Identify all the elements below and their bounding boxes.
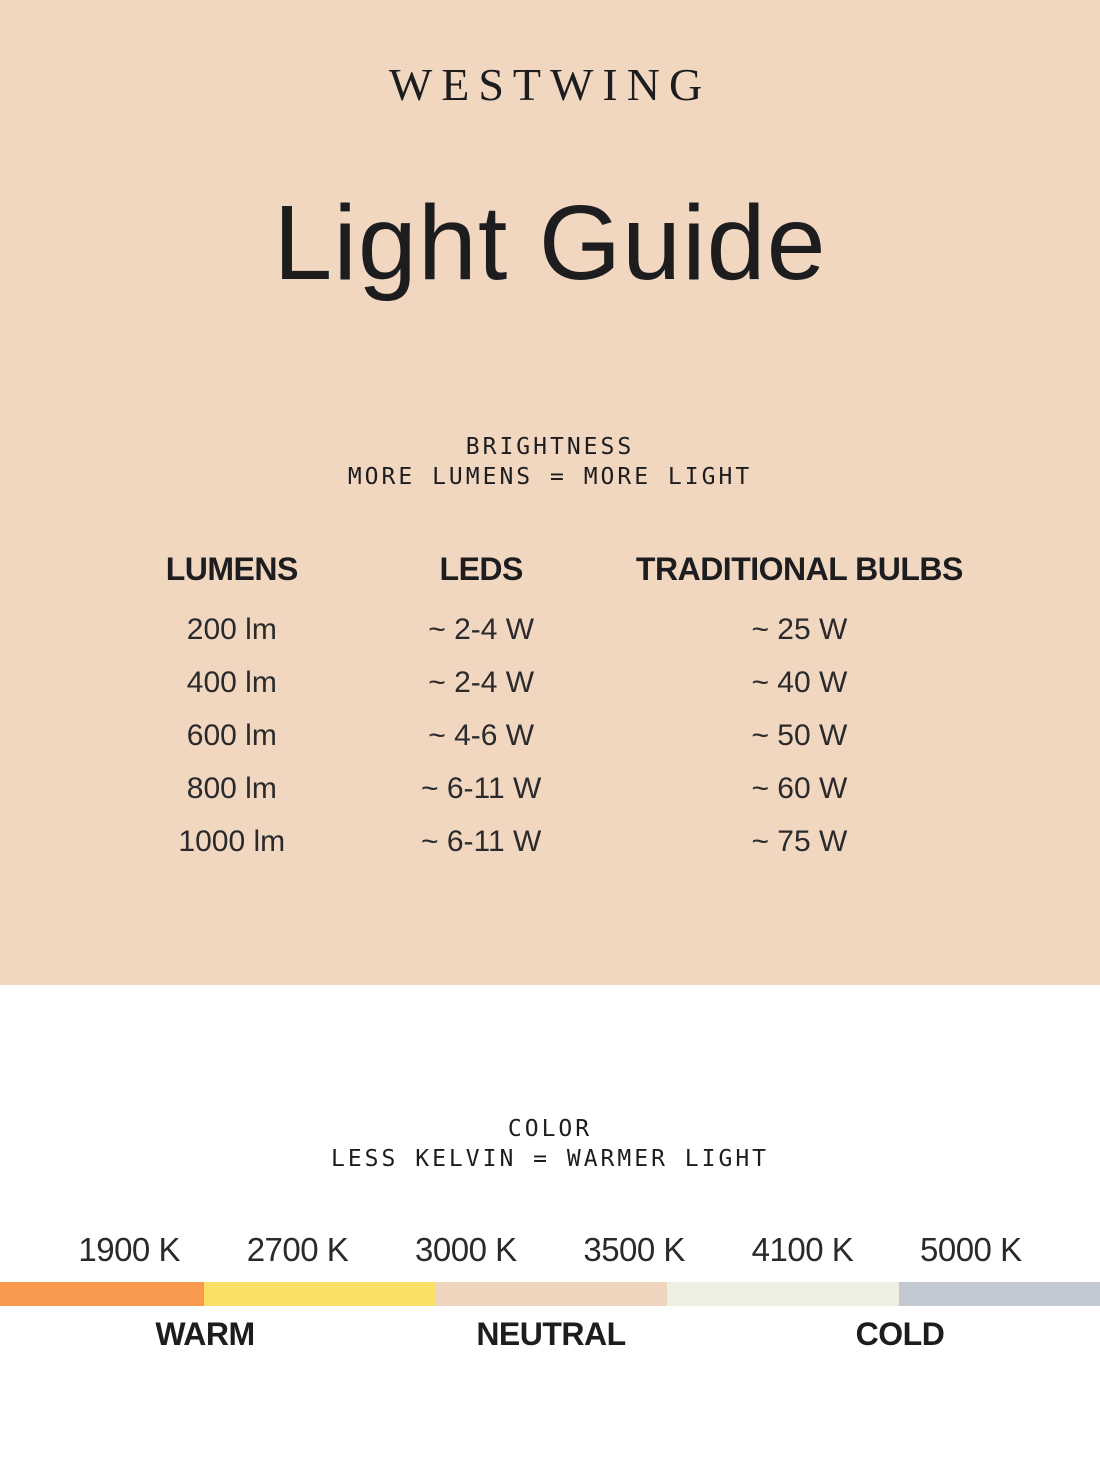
temp-label-warm: WARM — [155, 1316, 255, 1352]
kelvin-labels-row — [0, 1230, 1100, 1270]
bulb-watt-value: ~ 40 W — [751, 666, 848, 699]
led-watt-value: ~ 4-6 W — [428, 719, 535, 752]
led-watt-value: ~ 6-11 W — [421, 772, 542, 805]
led-watt-value: ~ 6-11 W — [421, 825, 542, 858]
kelvin-label: 5000 K — [920, 1231, 1022, 1268]
col-header-lumens: LUMENS — [165, 551, 298, 587]
color-scale-bar — [0, 1282, 1100, 1306]
lumens-value: 800 lm — [186, 772, 277, 805]
kelvin-label: 1900 K — [78, 1231, 180, 1268]
led-watt-value: ~ 2-4 W — [428, 613, 535, 646]
kelvin-label: 3000 K — [415, 1231, 517, 1268]
temp-label-cold: COLD — [855, 1316, 945, 1352]
lumens-value: 600 lm — [186, 719, 277, 752]
brand-logo: WESTWING — [388, 59, 712, 110]
kelvin-label: 2700 K — [246, 1231, 349, 1268]
bulb-watt-value: ~ 50 W — [751, 719, 848, 752]
bulb-watt-value: ~ 60 W — [751, 772, 848, 805]
scale-segment-warm-yellow — [204, 1282, 436, 1306]
color-subheading: LESS KELVIN = WARMER LIGHT — [330, 1146, 770, 1172]
temperature-labels-row — [0, 1316, 1100, 1352]
brightness-kicker — [0, 432, 1100, 492]
col-header-traditional-bulbs: TRADITIONAL BULBS — [635, 551, 963, 587]
scale-segment-warm-orange — [0, 1282, 204, 1306]
lumens-value: 1000 lm — [178, 825, 286, 858]
bulb-watt-value: ~ 75 W — [751, 825, 848, 858]
kelvin-label: 4100 K — [751, 1231, 854, 1268]
temp-label-neutral: NEUTRAL — [476, 1316, 626, 1352]
scale-segment-neutral-cream — [667, 1282, 899, 1306]
bulb-watt-value: ~ 25 W — [751, 613, 848, 646]
page-title: Light Guide — [273, 184, 827, 302]
lumens-value: 400 lm — [186, 666, 277, 699]
lumens-value: 200 lm — [186, 613, 277, 646]
color-heading: COLOR — [507, 1116, 593, 1142]
col-header-leds: LEDS — [439, 551, 523, 587]
brightness-heading: BRIGHTNESS — [465, 434, 635, 460]
color-kicker — [0, 985, 1100, 1174]
scale-segment-cold-blue — [899, 1282, 1100, 1306]
kelvin-label: 3500 K — [583, 1231, 685, 1268]
color-section — [0, 985, 1100, 1467]
scale-segment-neutral-beige — [436, 1282, 667, 1306]
brightness-subheading: MORE LUMENS = MORE LIGHT — [347, 464, 753, 490]
led-watt-value: ~ 2-4 W — [428, 666, 535, 699]
brightness-table — [120, 550, 980, 877]
